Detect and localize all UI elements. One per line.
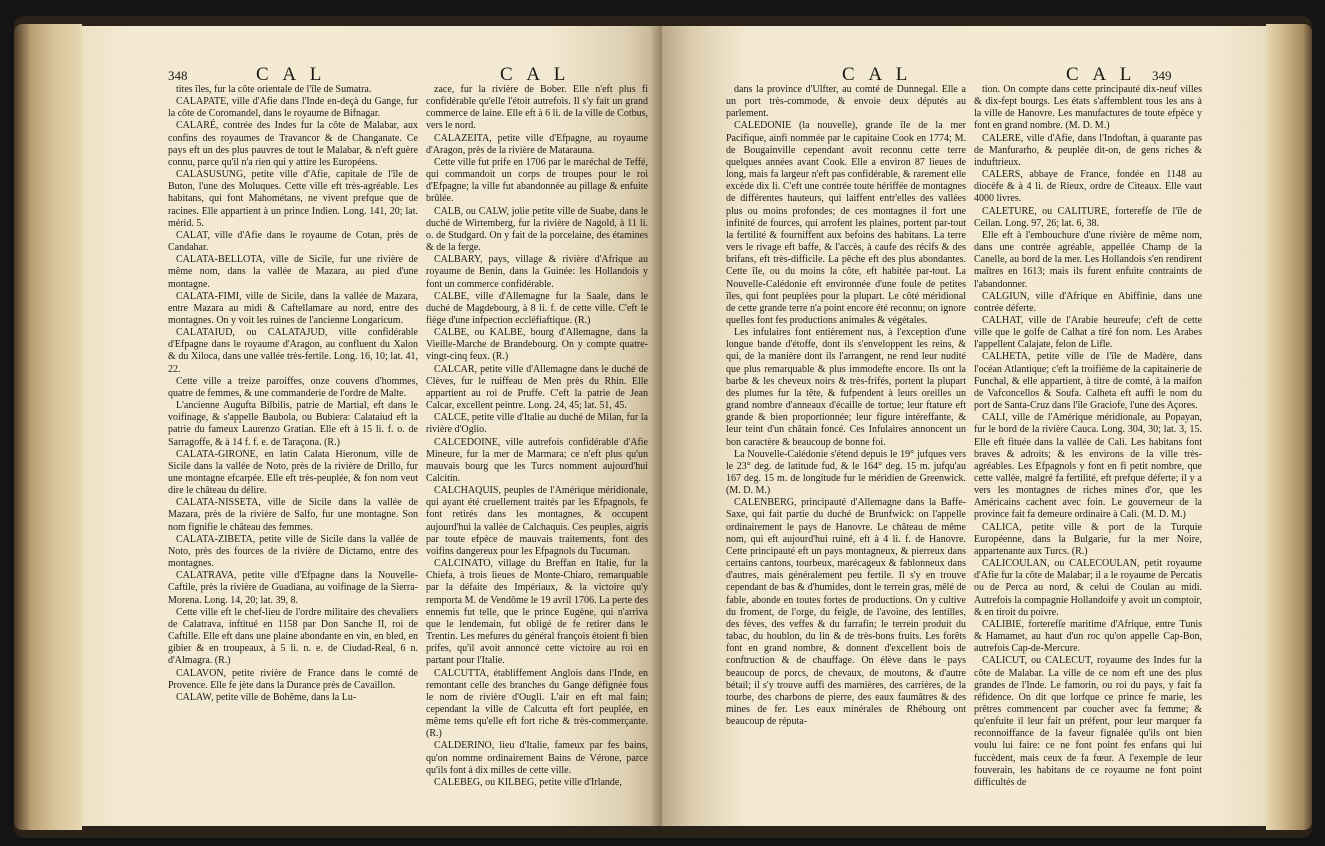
entry-paragraph: dans la province d'Ulfter, au comté de Dunnegal. Elle a un port très-commode, & envoie deux députés au parlement.: [726, 84, 966, 120]
entry-paragraph: CALENBERG, principauté d'Allemagne dans la Baffe-Saxe, qui fait partie du duché de Brunfwick: on l'appelle ordinairement le pays de Hanovre. Le château de même nom, qui eft aujourd'hui ruiné, eft à 4 li. f. de Hanovre. Cette principauté eft un pays montagneux, & pierreux dans certains cantons, tourbeux, marécageux & fablonneux dans d'autres, mais généralement peu fertile. Il s'y en trouve cependant de bas & d'humides, dont le terrein gras, mêlé de fable, abonde en toutes fortes de productions. On y cultive du froment, de l'orge, du feigle, de l'avoine, des lentilles, des fèves, des veffes & du farrafin; le terrein produit du tabac, du houblon, du lin & de très-bons fruits. Les forêts font en grand nombre, & donnent d'excellent bois de conftruction & de chauffage. On élève dans le pays beaucoup de porcs, de chevaux, de moutons, & d'autre bétail; il s'y trouve auffi des marnières, des carrières, de la tourbe, des charbons de pierre, des eaux faumâtres & des mines de fer. Les eaux minérales de Rhébourg ont beaucoup de réputa-: [726, 497, 966, 728]
entry-paragraph: CALICA, petite ville & port de la Turquie Européenne, dans la Bulgarie, fur la mer Noire, appartenante aux Turcs. (R.): [974, 521, 1202, 557]
entry-paragraph: CALAPATE, ville d'Afie dans l'Inde en-deçà du Gange, fur la côte de Coromandel, dans le royaume de Bifnagar.: [168, 96, 418, 120]
entry-paragraph: CALICOULAN, ou CALECOULAN, petit royaume d'Afie fur la côte de Malabar; il a le royaume de Percatis ou de Perca au nord, & celui de Coulan au midi. Autrefois la compagnie Hollandoife y avoit un comptoir, & en tiroit du poivre.: [974, 558, 1202, 618]
entry-paragraph: CALATA-BELLOTA, ville de Sicile, fur une rivière de même nom, dans la vallée de Mazara, au pied d'une montagne.: [168, 254, 418, 290]
entry-paragraph: Cette ville eft le chef-lieu de l'ordre militaire des chevaliers de Calatrava, inftitué en 1158 par Don Sanche II, roi de Caftille. Elle eft dans une plaine abondante en vin, en bled, en gibier & en troupeaux, à 5 li. n. e. de Ciudad-Real, 6 n. d'Almagra. (R.): [168, 606, 418, 667]
right-page-edges: [1266, 24, 1312, 830]
entry-paragraph: CALARÉ, contrée des Indes fur la côte de Malabar, aux confins des royaumes de Travancor & de Changanate. Ce pays eft un des plus pauvres de tout le Malabar, & n'eft guère connu, parce qu'il n'a rien qui y attire les Européens.: [168, 120, 418, 168]
entry-paragraph: tion. On compte dans cette principauté dix-neuf villes & dix-fept bourgs. Les états s'affemblent tous les ans à la ville de Hanovre. Les manufactures de toute efpèce y font en grand nombre. (M. D. M.): [974, 84, 1202, 132]
entry-paragraph: CALI, ville de l'Amérique méridionale, au Popayan, fur le bord de la rivière Cauca. Long. 304, 30; lat. 3, 15. Elle eft fituée dans la vallée de Cali. Les habitans font braves & adroits; & les environs de la ville très-agréables. Les Efpagnols y font en fi petit nombre, que cette vallée, malgré fa fertilité, eft prefque déferte; il y a vers les montagnes de riches mines d'or, que les Américains cachent avec foin. Le gouverneur de la province fait fa demeure ordinaire à Cali. (M. D. M.): [974, 412, 1202, 521]
entry-paragraph: CALB, ou CALW, jolie petite ville de Suabe, dans le duché de Wirtemberg, fur la rivière de Nagold, à 11 li. o. de Studgard. On y fait de la porcelaine, des étamines & de la ferge.: [426, 205, 648, 254]
entry-paragraph: La Nouvelle-Calédonie s'étend depuis le 19° jufques vers le 23° deg. de latitude fud, & le 164° deg. 15 m. jufqu'au 167 deg. 15 m. de longitude fur le méridien de Greenwick. (M. D. M.): [726, 448, 966, 497]
page-number-left: 348: [168, 68, 188, 83]
entry-paragraph: CALCUTTA, établiffement Anglois dans l'Inde, en remontant celle des branches du Gange défignée fous le nom de rivière d'Ougli. L'air en eft mal fain; cependant la ville de Calcutta eft fort peuplée, en même tems qu'elle eft fort riche & très-commerçante. (R.): [426, 667, 648, 740]
entry-paragraph: CALETURE, ou CALITURE, forterefſe de l'île de Ceilan. Long. 97, 26; lat. 6, 38.: [974, 205, 1202, 229]
entry-paragraph: CALATA-GIRONE, en latin Calata Hieronum, ville de Sicile dans la vallée de Noto, près de la rivière de Drillo, fur une montagne efcarpée. Elle eft très-peuplée, & fon nom veut dire le château du délire.: [168, 448, 418, 497]
entry-paragraph: CALERE, ville d'Afie, dans l'Indoftan, à quarante pas de Manfurarho, & peuplée dit-on, de gens riches & induftrieux.: [974, 132, 1202, 168]
left-column-1: [168, 84, 418, 826]
entry-paragraph: CALBE, ou KALBE, bourg d'Allemagne, dans la Vieille-Marche de Brandebourg. On y compte quatre-vingt-cinq feux. (R.): [426, 327, 648, 363]
entry-paragraph: Elle eft à l'embouchure d'une rivière de même nom, dans une contrée agréable, appellée Champ de la Canelle, au bord de la mer. Les Hollandois s'en rendirent maîtres en 1613; mais ils furent enfuite contraints de l'abandonner.: [974, 229, 1202, 290]
entry-paragraph: CALEDONIE (la nouvelle), grande île de la mer Pacifique, ainfi nommée par le capitaine Cook en 1774; M. de Bougainville cependant avoit reconnu cette terre quelques années avant Cook. Elle a environ 87 lieues de long, mais fa largeur n'eft pas confidérable, & rarement elle excède dix li. C'eft une contrée toute hériffée de montagnes de différentes hauteurs, qui laiffent entr'elles des vallées plus ou moins profondes; de ces montagnes il fort une infinité de fources, qui arrofent les plaines, portent par-tout la fertilité & fourniffent aux befoins des habitans. La terre vers le rivage eft baffe, & l'accès, à caufe des récifs & des brifans, eft très-difficile. La pêche eft des plus abondantes. Cette île, ou du moins la côte, eft habitée par-tout. La Nouvelle-Calédonie eft environnée d'une foule de petites îles, qui font peuplées pour la plupart. Le côté méridional de cette grande terre n'a point encore été reconnu; on ignore quelles font fes productions animales & végétales.: [726, 120, 966, 326]
entry-paragraph: CALCEDOINE, ville autrefois confidérable d'Afie Mineure, fur la mer de Marmara; ce n'eft plus qu'un mauvais bourg que les Turcs nomment aujourd'hui Calcitin.: [426, 436, 648, 484]
entry-paragraph: CALASUSUNG, petite ville d'Afie, capitale de l'île de Buton, l'une des Moluques. Cette ville eft très-agréable. Les habitans, qui font Mahométans, ne vivent prefque que de racines. Elle appartient à un prince Indien. Long. 141, 20; lat. mérid. 5.: [168, 169, 418, 229]
entry-paragraph: CALBARY, pays, village & rivière d'Afrique au royaume de Benin, dans la Guinée: les Hollandois y font un commerce confidérable.: [426, 254, 648, 290]
entry-paragraph: CALAZEITA, petite ville d'Efpagne, au royaume d'Aragon, près de la rivière de Matarauna.: [426, 132, 648, 156]
entry-paragraph: Les infulaires font entièrement nus, à l'exception d'une longue bande d'étoffe, dont ils s'enveloppent les reins, & qui, de la manière dont ils l'arrangent, ne rend leur nudité que plus remarquable & plus immodefte encore. Ils ont la barbe & les cheveux noirs & très-frifés, portent la plupart des plumes fur la tête, & fufpendent à leurs oreilles un grand nombre d'anneaux d'écaille de tortue; leur ftature eft grande & bien proportionnée; leur figure intéreffante, & leur teint d'un châtain foncé. Ces Infulaires annoncent un bon caractère & beaucoup de bonne foi.: [726, 327, 966, 448]
entry-paragraph: CALICUT, ou CALECUT, royaume des Indes fur la côte de Malabar. La ville de ce nom eft une des plus grandes de l'Inde. Le famorin, ou roi du pays, y fait fa réfidence. On dit que lorfque ce prince fe marie, les prêtres commencent par coucher avec fa femme; & qu'enfuite il leur fait un préfent, pour leur marquer fa reconnoiffance de la faveur fignalée qu'ils ont bien voulu lui faire: ce ne font point fes enfans qui lui fuccèdent, mais ceux de fa fœur. A l'exemple de leur fouverain, les habitans de ce royaume ne font point difficultés de: [974, 655, 1202, 788]
entry-paragraph: CALCE, petite ville d'Italie au duché de Milan, fur la rivière d'Oglio.: [426, 412, 648, 436]
entry-paragraph: CALERS, abbaye de France, fondée en 1148 au diocèfe & à 4 li. de Rieux, ordre de Citeaux. Elle vaut 4000 livres.: [974, 169, 1202, 205]
entry-paragraph: CALAT, ville d'Afie dans le royaume de Cotan, près de Candahar.: [168, 229, 418, 254]
running-head-left-b: C A L: [500, 64, 571, 85]
entry-paragraph: CALATRAVA, petite ville d'Efpagne dans la Nouvelle-Caftile, près la rivière de Guadiana, au voifinage de la Sierra-Morena. Long. 14, 20; lat. 39, 8.: [168, 570, 418, 606]
entry-paragraph: L'ancienne Augufta Bilbilis, patrie de Martial, eft dans le voifinage, & s'appelle Baubola, ou Bubiera: Calataiud eft la patrie du fameux Laurenzo Gratian. Elle eft à 15 li. f. o. de Sarragoffe, & à 14 f. f. e. de Taraçona. (R.): [168, 400, 418, 448]
entry-paragraph: CALCHAQUIS, peuples de l'Amérique méridionale, qui ayant été cruellement traités par les Efpagnols, fe font retirés dans les montagnes, & occupent aujourd'hui la vallée de Calchaquis. Ces peuples, aigris par toute efpèce de mauvais traitements, font des voifins dangereux pour les Efpagnols du Tucuman.: [426, 485, 648, 557]
left-page-edges: [14, 24, 82, 830]
entry-paragraph: CALEBEG, ou KILBEG, petite ville d'Irlande,: [434, 776, 622, 788]
right-column-2: [974, 84, 1202, 826]
running-head-right-a: C A L: [842, 64, 913, 85]
entry-paragraph: CALHETA, petite ville de l'île de Madère, dans l'océan Atlantique; c'eft la troifième de la capitainerie de Funchal, & elle appartient, à titre de comté, à la maifon de Vafconcellos & Soufa. Calheta eft auffi le nom du port de Santa-Cruz dans l'île Graciofe, l'une des Açores.: [974, 351, 1202, 412]
entry-paragraph: CALBE, ville d'Allemagne fur la Saale, dans le duché de Magdebourg, à 8 li. f. de cette ville. C'eft le fiège d'une infpection eccléfiaftique. (R.): [426, 290, 648, 326]
entry-paragraph: Cette ville fut prife en 1706 par le maréchal de Teffé, qui commandoit un corps de troupes pour le roi d'Efpagne; la ville fut abandonnée au pillage & enfuite brûlée.: [426, 156, 648, 205]
left-column-2: [426, 84, 648, 826]
page-number-right: 349: [1152, 68, 1172, 83]
entry-paragraph: CALGIUN, ville d'Afrique en Abiffinie, dans une contrée déferte.: [974, 290, 1202, 314]
entry-paragraph: CALATA-FIMI, ville de Sicile, dans la vallée de Mazara, entre Mazara au midi & Caftellamare au nord, entre des montagnes. On y voit les ruines de l'ancienne Longaricum.: [168, 290, 418, 326]
entry-paragraph: CALCAR, petite ville d'Allemagne dans le duché de Clèves, fur le ruiffeau de Men près du Rhin. Elle appartient au roi de Pruffe. C'eft la patrie de Jean Calcar, excellent peintre. Long. 24, 45; lat. 51, 45.: [426, 363, 648, 412]
entry-paragraph: CALDERINO, lieu d'Italie, fameux par fes bains, qu'on nomme ordinairement Bains de Vérone, parce qu'ils font à dix milles de cette ville.: [426, 740, 648, 776]
right-column-1: [726, 84, 966, 826]
entry-paragraph: CALIBIE, forterefſe maritime d'Afrique, entre Tunis & Hamamet, au haut d'un roc qu'on appelle Cap-Bon, autrefois Cap-de-Mercure.: [974, 618, 1202, 655]
entry-paragraph: tites îles, fur la côte orientale de l'île de Sumatra.: [176, 84, 372, 95]
entry-paragraph: Cette ville a treize paroiffes, onze couvens d'hommes, quatre de femmes, & une commanderie de l'ordre de Malte.: [168, 375, 418, 399]
entry-paragraph: CALHAT, ville de l'Arabie heureufe; c'eft de cette ville que le golfe de Calhat a tiré fon nom. Les Arabes l'appellent Calajate, felon de Lifle.: [974, 314, 1202, 351]
entry-paragraph: CALATA-ZIBETA, petite ville de Sicile dans la vallée de Noto, près des fources de la rivière de Dictamo, entre des montagnes.: [168, 533, 418, 570]
entry-paragraph: CALATAIUD, ou CALATAJUD, ville confidérable d'Efpagne dans le royaume d'Aragon, au confluent du Xalon & du Xiloca, dans une vallée très-fertile. Long. 16, 10; lat. 41, 22.: [168, 327, 418, 375]
entry-paragraph: CALAVON, petite rivière de France dans le comté de Provence. Elle fe jète dans la Durance près de Cavaillon.: [168, 667, 418, 691]
running-head-right-b: C A L: [1066, 64, 1137, 85]
entry-paragraph: zace, fur la rivière de Bober. Elle n'eft plus fi confidérable qu'elle l'étoit autrefois. Il s'y fait un grand commerce de laine. Elle eft à 6 li. de la ville de Cotbus, vers le nord.: [426, 84, 648, 132]
running-head-left-a: C A L: [256, 64, 327, 85]
entry-paragraph: CALATA-NISSETA, ville de Sicile dans la vallée de Mazara, près de la rivière de Salfo, fur une montagne. Son nom fignifie le château des femmes.: [168, 497, 418, 533]
entry-paragraph: CALAW, petite ville de Bohême, dans la Lu-: [176, 691, 357, 703]
entry-paragraph: CALCINATO, village du Breffan en Italie, fur la Chiefa, à trois lieues de Monte-Chiaro, remarquable par la défaite des Impériaux, & la victoire qu'y remporta M. de Vendôme le 19 avril 1706. La perte des ennemis fut telle, que le prince Eugène, qui n'arriva que le lendemain, fut obligé de fe retirer dans le Trentin. Les mefures du général françois étoient fi bien prifes, qu'il avoit annoncé cette victoire au roi en partant pour l'Italie.: [426, 558, 648, 667]
right-page: [662, 26, 1266, 826]
left-page: [82, 26, 662, 826]
